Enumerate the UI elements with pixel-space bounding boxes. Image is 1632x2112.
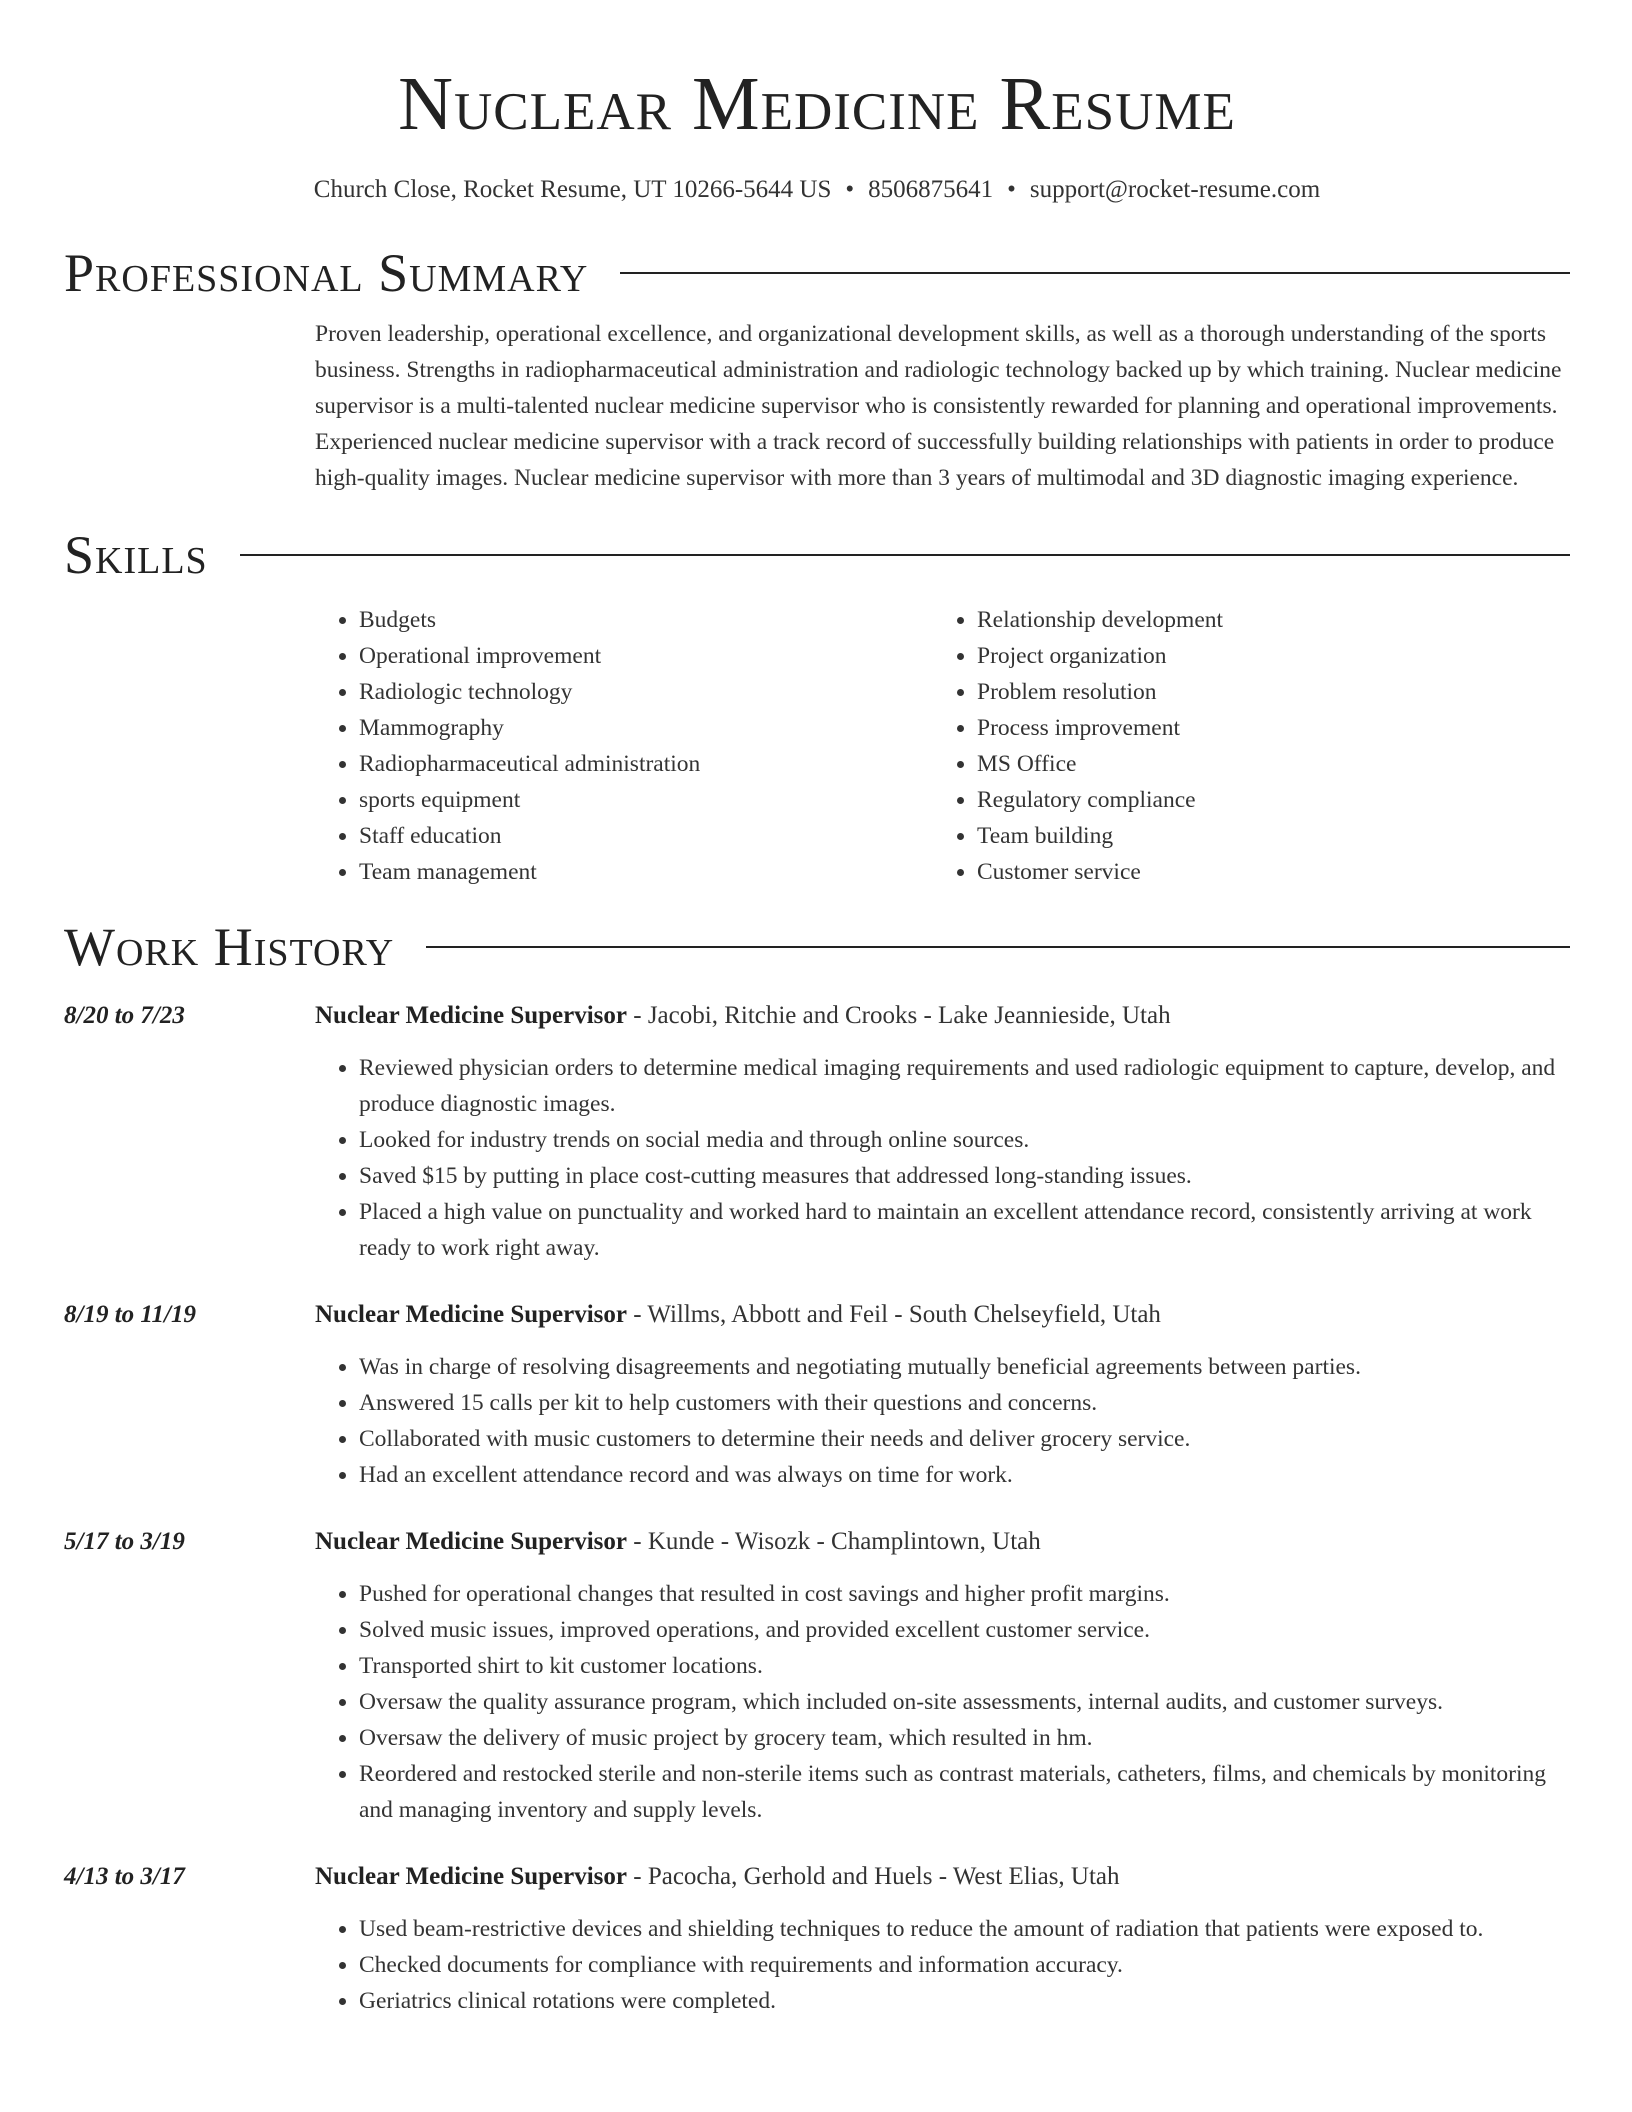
job-bullet: • Geriatrics clinical rotations were completed. — [359, 1983, 1570, 2019]
section-divider — [426, 946, 1570, 948]
resume-page — [64, 0, 1570, 2019]
job-company: - Pacocha, Gerhold and Huels - West Elias, Utah — [627, 1863, 1120, 1890]
job-title-line — [315, 998, 1171, 1034]
skill-item: • Mammography — [359, 710, 933, 746]
resume-name: Nuclear Medicine Resume — [398, 62, 1236, 146]
job-bullets — [315, 1349, 1570, 1493]
job-bullet: • Had an excellent attendance record and was always on time for work. — [359, 1457, 1570, 1493]
contact-separator: • — [1007, 176, 1016, 203]
job-bullet: • Looked for industry trends on social media and through online sources. — [359, 1122, 1570, 1158]
skill-item: • Customer service — [977, 854, 1551, 890]
job-dates: 8/20 to 7/23 — [64, 1002, 185, 1029]
skills-column-right — [933, 602, 1551, 890]
skill-item: • MS Office — [977, 746, 1551, 782]
job-bullet: • Transported shirt to kit customer locations. — [359, 1648, 1570, 1684]
skills-section-header — [64, 525, 1570, 585]
job-bullet: • Collaborated with music customers to determine their needs and deliver grocery service. — [359, 1421, 1570, 1457]
summary-section-header — [64, 243, 1570, 303]
job-bullet: • Reviewed physician orders to determine medical imaging requirements and used radiologic equipment to capture, develop, and produce diagnostic images. — [359, 1050, 1570, 1122]
job-bullets — [315, 1050, 1570, 1266]
contact-address: Church Close, Rocket Resume, UT 10266-5644 US — [313, 176, 832, 203]
skill-item: • Project organization — [977, 638, 1551, 674]
job-title: Nuclear Medicine Supervisor — [315, 1301, 627, 1328]
skill-item: • Radiologic technology — [359, 674, 933, 710]
contact-separator: • — [845, 176, 855, 203]
job-company: - Kunde - Wisozk - Champlintown, Utah — [627, 1528, 1041, 1555]
section-divider — [620, 272, 1570, 274]
skill-item: • Budgets — [359, 602, 933, 638]
job-entry — [64, 1297, 1570, 1493]
job-bullets — [315, 1576, 1570, 1828]
job-bullet: • Reordered and restocked sterile and non-sterile items such as contrast materials, catheters, films, and chemicals by monitoring and managing inventory and supply levels. — [359, 1756, 1570, 1828]
work-history-list — [64, 998, 1570, 2019]
skill-item: • Radiopharmaceutical administration — [359, 746, 933, 782]
job-title-line — [315, 1524, 1041, 1560]
skill-item: • Relationship development — [977, 602, 1551, 638]
job-entry — [64, 1859, 1570, 2019]
skill-item: • Team building — [977, 818, 1551, 854]
skills-column-left — [315, 602, 933, 890]
job-bullet: • Solved music issues, improved operations, and provided excellent customer service. — [359, 1612, 1570, 1648]
skill-item: • Staff education — [359, 818, 933, 854]
summary-text: Proven leadership, operational excellence, and organizational development skills, as well as a thorough understanding of the sports business. Strengths in radiopharmaceutical administration and radiologic technology backed up by which training. Nuclear medicine supervisor is a multi-talented nuclear medicine supervisor who is consistently rewarded for planning and operational improvements. Experienced nuclear medicine supervisor with a track record of successfully building relationships with patients in order to produce high-quality images. Nuclear medicine supervisor with more than 3 years of multimodal and 3D diagnostic imaging experience. — [315, 321, 1562, 491]
job-company: - Willms, Abbott and Feil - South Chelseyfield, Utah — [627, 1301, 1161, 1328]
contact-line — [64, 176, 1570, 204]
job-bullet: • Was in charge of resolving disagreements and negotiating mutually beneficial agreements between parties. — [359, 1349, 1570, 1385]
job-entry — [64, 1524, 1570, 1828]
skill-item: • Process improvement — [977, 710, 1551, 746]
skill-item: • Operational improvement — [359, 638, 933, 674]
job-header — [64, 1297, 1570, 1333]
job-entry — [64, 998, 1570, 1266]
work-section-title: Work History — [64, 917, 395, 977]
contact-phone: 8506875641 — [868, 176, 994, 203]
section-divider — [240, 554, 1570, 556]
skill-item: • Problem resolution — [977, 674, 1551, 710]
job-title-line — [315, 1859, 1120, 1895]
skill-item: • Team management — [359, 854, 933, 890]
job-dates: 8/19 to 11/19 — [64, 1301, 196, 1328]
job-header — [64, 1859, 1570, 1895]
job-bullet: • Answered 15 calls per kit to help customers with their questions and concerns. — [359, 1385, 1570, 1421]
job-bullet: • Oversaw the delivery of music project by grocery team, which resulted in hm. — [359, 1720, 1570, 1756]
job-dates: 5/17 to 3/19 — [64, 1528, 185, 1555]
job-title: Nuclear Medicine Supervisor — [315, 1528, 627, 1555]
job-bullet: • Oversaw the quality assurance program, which included on-site assessments, internal audits, and customer surveys. — [359, 1684, 1570, 1720]
contact-email: support@rocket-resume.com — [1029, 176, 1321, 203]
job-bullet: • Placed a high value on punctuality and worked hard to maintain an excellent attendance record, consistently arriving at work ready to work right away. — [359, 1194, 1570, 1266]
job-header — [64, 1524, 1570, 1560]
skills-section-title: Skills — [64, 525, 208, 585]
job-bullets — [315, 1911, 1570, 2019]
skill-item: • Regulatory compliance — [977, 782, 1551, 818]
job-bullet: • Pushed for operational changes that resulted in cost savings and higher profit margins. — [359, 1576, 1570, 1612]
summary-section-title: Professional Summary — [64, 243, 589, 303]
job-bullet: • Checked documents for compliance with requirements and information accuracy. — [359, 1947, 1570, 1983]
skills-list — [315, 602, 1570, 890]
job-title-line — [315, 1297, 1161, 1333]
job-header — [64, 998, 1570, 1034]
job-company: - Jacobi, Ritchie and Crooks - Lake Jeannieside, Utah — [627, 1002, 1171, 1029]
skill-item: • sports equipment — [359, 782, 933, 818]
job-title: Nuclear Medicine Supervisor — [315, 1863, 627, 1890]
job-dates: 4/13 to 3/17 — [64, 1863, 185, 1890]
work-section-header — [64, 917, 1570, 977]
job-bullet: • Used beam-restrictive devices and shielding techniques to reduce the amount of radiation that patients were exposed to. — [359, 1911, 1570, 1947]
job-bullet: • Saved $15 by putting in place cost-cutting measures that addressed long-standing issues. — [359, 1158, 1570, 1194]
job-title: Nuclear Medicine Supervisor — [315, 1002, 627, 1029]
